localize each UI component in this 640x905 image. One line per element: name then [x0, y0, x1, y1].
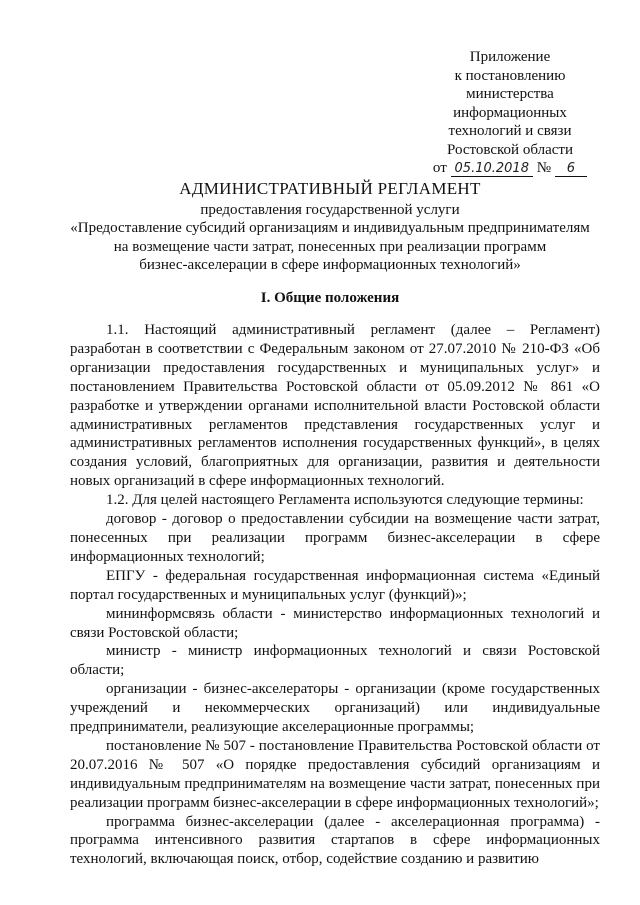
term-acceleration-program: программа бизнес-акселерации (далее - акселерационная программа) - программа интенсивного развития стартапов в сфере информационных технологий, включающая поиск, отбор, содействие созданию и развитию	[70, 813, 600, 868]
appendix-line: министерства	[466, 86, 554, 102]
title-line: предоставления государственной услуги	[200, 201, 460, 218]
handwritten-number: 6	[555, 161, 587, 177]
appendix-line: информационных	[453, 104, 567, 121]
appendix-line: Приложение	[469, 49, 551, 65]
term-minister: министр - министр информационных технологий и связи Ростовской области;	[70, 643, 600, 679]
body-text	[70, 321, 600, 869]
document-title-block	[60, 180, 600, 275]
paragraph-1-2: 1.2. Для целей настоящего Регламента используются следующие термины:	[106, 492, 584, 509]
document-title: АДМИНИСТРАТИВНЫЙ РЕГЛАМЕНТ	[179, 179, 481, 198]
term-organizations: организации - бизнес-акселераторы - организации (кроме государственных учреждений и некоммерческих организаций) или индивидуальные предприниматели, реализующие акселерационные программы;	[70, 681, 600, 736]
appendix-line: технологий и связи	[448, 123, 572, 139]
appendix-date-line	[400, 159, 620, 179]
term-contract: договор - договор о предоставлении субсидии на возмещение части затрат, понесенных при реализации программ бизнес-акселерации в сфере информационных технологий;	[70, 511, 600, 565]
term-epgu: ЕПГУ - федеральная государственная информационная система «Единый портал государственных и муниципальных услуг (функций)»;	[70, 567, 600, 603]
section-heading: I. Общие положения	[260, 290, 400, 306]
title-line: «Предоставление субсидий организациям и индивидуальным предпринимателям	[70, 220, 590, 236]
handwritten-date: 05.10.2018	[451, 161, 533, 177]
title-line: на возмещение части затрат, понесенных при реализации программ	[113, 238, 547, 255]
appendix-line: к постановлению	[454, 67, 566, 84]
term-ministry: мининформсвязь области - министерство информационных технологий и связи Ростовской области;	[70, 605, 600, 641]
term-resolution-507: постановление № 507 - постановление Правительства Ростовской области от 20.07.2016 № 507 «О порядке предоставления субсидий организациям и индивидуальным предпринимателям на возмещение части затрат, понесенных при реализации программ бизнес-акселерации в сфере информационных технологий»;	[70, 737, 600, 811]
paragraph-1-1: 1.1. Настоящий административный регламент (далее – Регламент) разработан в соответствии с Федеральным законом от 27.07.2010 № 210-ФЗ «Об организации предоставления государственных и муниципальных услуг» и постановлением Правительства Ростовской области от 05.09.2012 № 861 «О разработке и утверждении органами исполнительной власти Ростовской области административных регламентов представления государственных услуг и административных регламентов исполнения государственных функций», в целях создания условий, благоприятных для организации, развития и деятельности новых организаций в сфере информационных технологий.	[70, 322, 600, 490]
appendix-block	[400, 48, 620, 179]
title-line: бизнес-акселерации в сфере информационных технологий»	[139, 257, 521, 273]
number-prefix: №	[536, 160, 552, 176]
date-prefix: от	[432, 160, 447, 176]
appendix-line: Ростовской области	[447, 141, 573, 158]
